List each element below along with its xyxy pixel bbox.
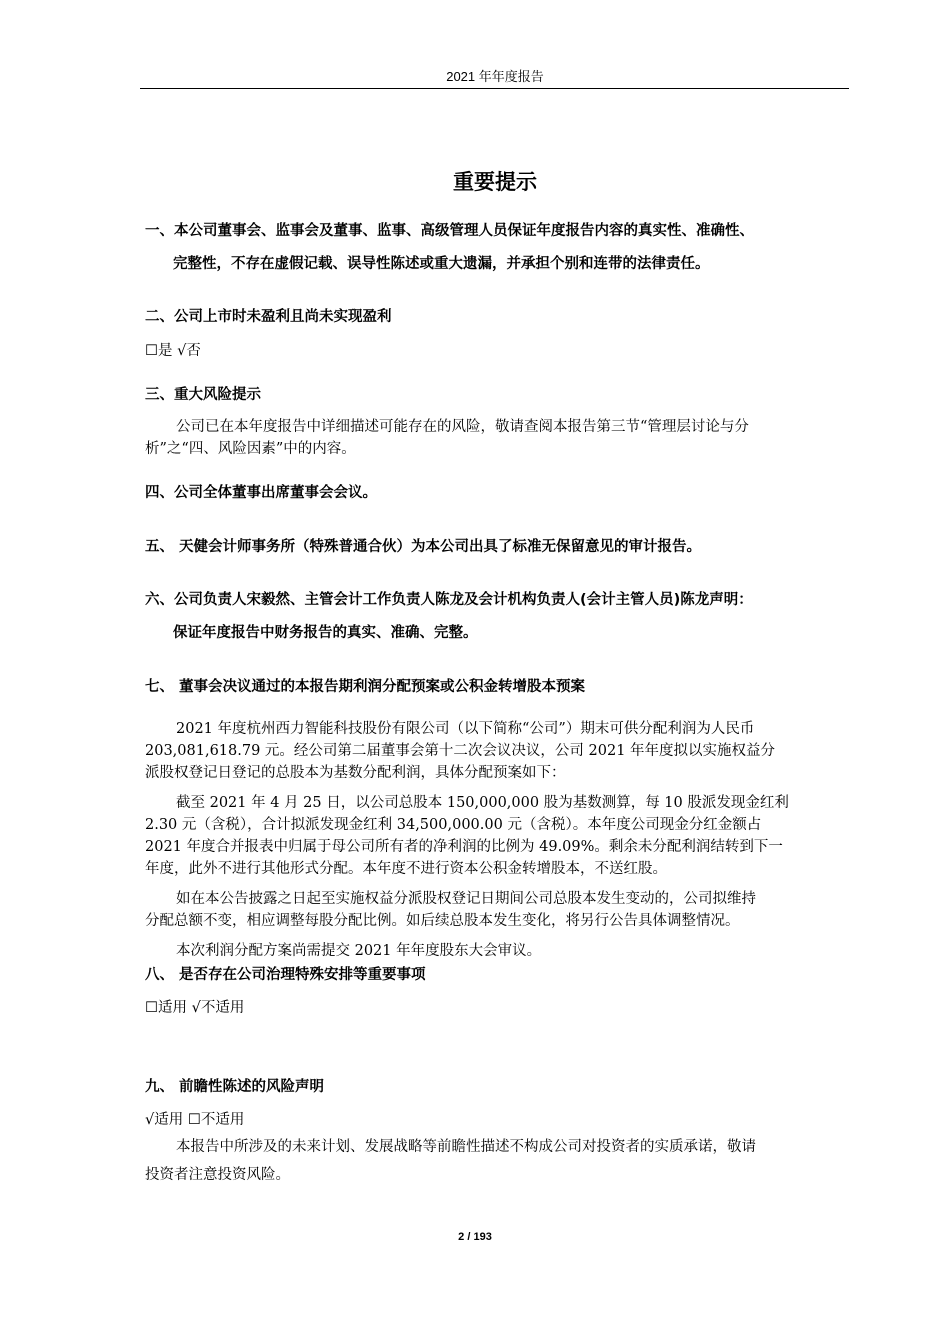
section-7-para-3-line-1: 如在本公告披露之日起至实施权益分派股权登记日期间公司总股本发生变动的，公司拟维持: [176, 891, 756, 907]
section-1-line-1: 一、本公司董事会、监事会及董事、监事、高级管理人员保证年度报告内容的真实性、准确性、: [145, 223, 754, 239]
section-9-line-1: 本报告中所涉及的未来计划、发展战略等前瞻性描述不构成公司对投资者的实质承诺，敬请: [176, 1139, 756, 1155]
section-6-line-1: 六、公司负责人宋毅然、主管会计工作负责人陈龙及会计机构负责人(会计主管人员)陈龙声明：: [145, 592, 753, 608]
section-7-para-1-line-3: 派股权登记日登记的总股本为基数分配利润，具体分配预案如下：: [145, 765, 566, 781]
section-3-line-2: 析”之“四、风险因素”中的内容。: [145, 441, 356, 457]
section-7-para-1-line-1: 2021 年度杭州西力智能科技股份有限公司（以下简称“公司”）期末可供分配利润为人民币: [176, 721, 755, 737]
section-5-heading: 五、 天健会计师事务所（特殊普通合伙）为本公司出具了标准无保留意见的审计报告。: [145, 539, 702, 555]
section-1-line-2: 完整性，不存在虚假记载、误导性陈述或重大遗漏，并承担个别和连带的法律责任。: [173, 256, 710, 272]
section-7-para-2-line-1: 截至 2021 年 4 月 25 日，以公司总股本 150,000,000 股为基数测算，每 10 股派发现金红利: [176, 795, 789, 811]
section-3-line-1: 公司已在本年度报告中详细描述可能存在的风险，敬请查阅本报告第三节“管理层讨论与分: [176, 419, 749, 435]
section-7-para-3-line-2: 分配总额不变，相应调整每股分配比例。如后续总股本发生变化，将另行公告具体调整情况。: [145, 913, 740, 929]
section-7-para-4: 本次利润分配方案尚需提交 2021 年年度股东大会审议。: [176, 943, 542, 959]
section-2-heading: 二、公司上市时未盈利且尚未实现盈利: [145, 309, 392, 325]
section-6-line-2: 保证年度报告中财务报告的真实、准确、完整。: [173, 625, 478, 641]
section-9-options: √适用 ☐不适用: [145, 1112, 245, 1128]
page-header-title: 2021 年年度报告: [446, 69, 544, 84]
page-number: 2 / 193: [458, 1231, 492, 1243]
section-8-heading: 八、 是否存在公司治理特殊安排等重要事项: [145, 967, 426, 983]
section-3-heading: 三、重大风险提示: [145, 387, 261, 403]
section-7-para-2-line-3: 2021 年度合并报表中归属于母公司所有者的净利润的比例为 49.09%。剩余未分配利润结转到下一: [145, 839, 783, 855]
section-7-para-1-line-2: 203,081,618.79 元。经公司第二届董事会第十二次会议决议，公司 2021 年年度拟以实施权益分: [145, 743, 776, 759]
section-7-para-2-line-2: 2.30 元（含税），合计拟派发现金红利 34,500,000.00 元（含税）。本年度公司现金分红金额占: [145, 817, 762, 833]
section-7-para-2-line-4: 年度，此外不进行其他形式分配。本年度不进行资本公积金转增股本，不送红股。: [145, 861, 667, 877]
section-9-heading: 九、 前瞻性陈述的风险声明: [145, 1079, 325, 1095]
section-7-heading: 七、 董事会决议通过的本报告期利润分配预案或公积金转增股本预案: [145, 679, 586, 695]
section-4-heading: 四、公司全体董事出席董事会会议。: [145, 485, 377, 501]
page-title: 重要提示: [453, 170, 537, 194]
section-9-line-2: 投资者注意投资风险。: [145, 1167, 290, 1183]
section-8-options: ☐适用 √不适用: [145, 1000, 245, 1016]
header-divider: [140, 88, 849, 89]
section-2-options: ☐是 √否: [145, 343, 201, 359]
